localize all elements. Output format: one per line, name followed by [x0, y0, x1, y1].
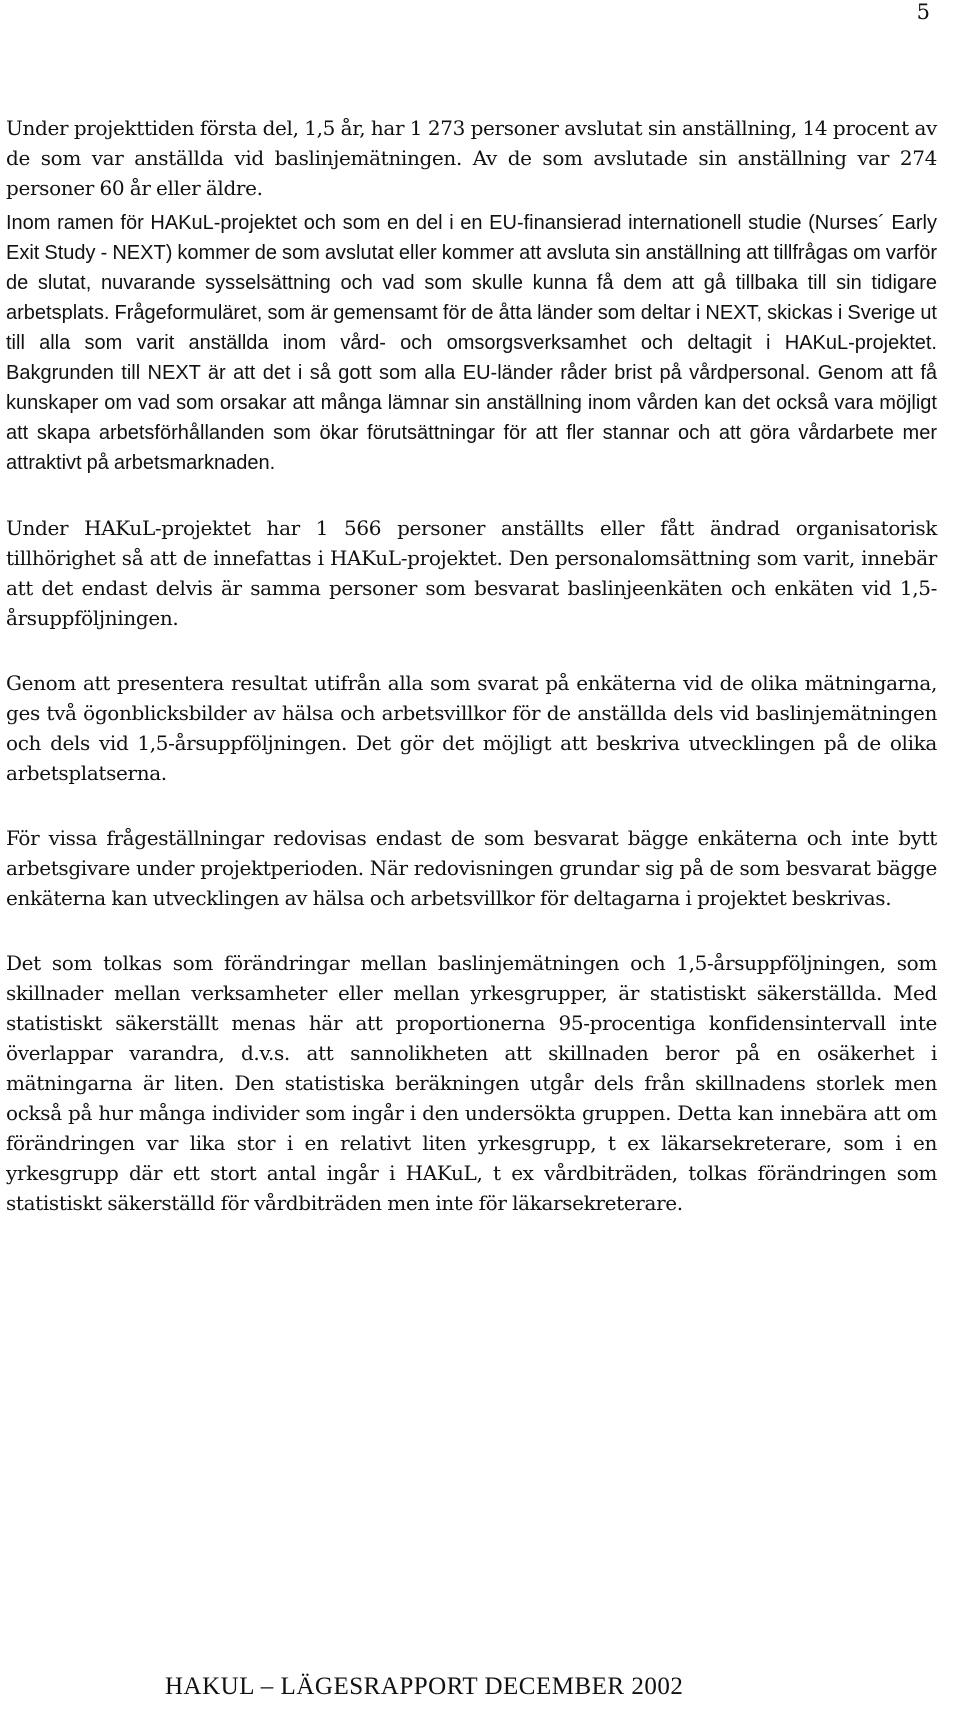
paragraph-new-employees: Under HAKuL-projektet har 1 566 personer anställts eller fått ändrad organisatorisk tillhörighet så att de innefattas i HAKuL-projektet. Den personalomsättning som varit, innebär att det endast delvis är samma personer som besvarat baslinjeenkäten och enkäten vid 1,5-årsuppföljningen. [6, 516, 937, 630]
paragraph-both-surveys: För vissa frågeställningar redovisas endast de som besvarat bägge enkäterna och inte bytt arbetsgivare under projektperioden. När redovisningen grundar sig på de som besvarat bägge enkäterna kan utvecklingen av hälsa och arbetsvillkor för deltagarna i projektet beskrivas. [6, 826, 937, 910]
paragraph-next-study: Inom ramen för HAKuL-projektet och som en del i en EU-finansierad internationell studie (Nurses´ Early Exit Study - NEXT) kommer de som avslutat eller kommer att avsluta sin anställning att tillfrågas om varför de slutat, nuvarande sysselsättning och vad som skulle kunna få dem att gå tillbaka till sin tidigare arbetsplats. Frågeformuläret, som är gemensamt för de åtta länder som deltar i NEXT, skickas i Sverige ut till alla som varit anställda inom vård- och omsorgsverksamhet och deltagit i HAKuL-projektet. Bakgrunden till NEXT är att det i så gott som alla EU-länder råder brist på vårdpersonal. Genom att få kunskaper om vad som orsakar att många lämnar sin anställning inom vården kan det också vara möjligt att skapa arbetsförhållanden som ökar förutsättningar för att fler stannar och att göra vårdarbete mer attraktivt på arbetsmarknaden. [6, 212, 937, 474]
paragraph-statistics: Det som tolkas som förändringar mellan baslinjemätningen och 1,5-årsuppföljningen, som skillnader mellan verksamheter eller mellan yrkesgrupper, är statistiskt säkerställda. Med statistiskt säkerställt menas här att proportionerna 95-procentiga konfidensintervall inte överlappar varandra, d.v.s. att sannolikheten att skillnaden beror på en osäkerhet i mätningarna är liten. Den statistiska beräkningen utgår dels från skillnadens storlek men också på hur många individer som ingår i den undersökta gruppen. Detta kan innebära att om förändringen var lika stor i en relativt liten yrkesgrupp, t ex läkarsekreterare, som i en yrkesgrupp där ett stort antal ingår i HAKuL, t ex vårdbiträden, tolkas förändringen som statistiskt säkerställd för vårdbiträden men inte för läkarsekreterare. [6, 951, 937, 1215]
paragraph-staff-turnover: Under projekttiden första del, 1,5 år, har 1 273 personer avslutat sin anställning, 14 procent av de som var anställda vid baslinjemätningen. Av de som avslutade sin anställning var 274 personer 60 år eller äldre. [6, 116, 937, 200]
page-footer: HAKUL – LÄGESRAPPORT DECEMBER 2002 [165, 1673, 684, 1700]
paragraph-snapshots: Genom att presentera resultat utifrån alla som svarat på enkäterna vid de olika mätningarna, ges två ögonblicksbilder av hälsa och arbetsvillkor för de anställda dels vid baslinjemätningen och dels vid 1,5-årsuppföljningen. Det gör det möjligt att beskriva utvecklingen på de olika arbetsplatserna. [6, 671, 937, 785]
page-number: 5 [916, 0, 930, 24]
body-text [6, 113, 937, 1218]
